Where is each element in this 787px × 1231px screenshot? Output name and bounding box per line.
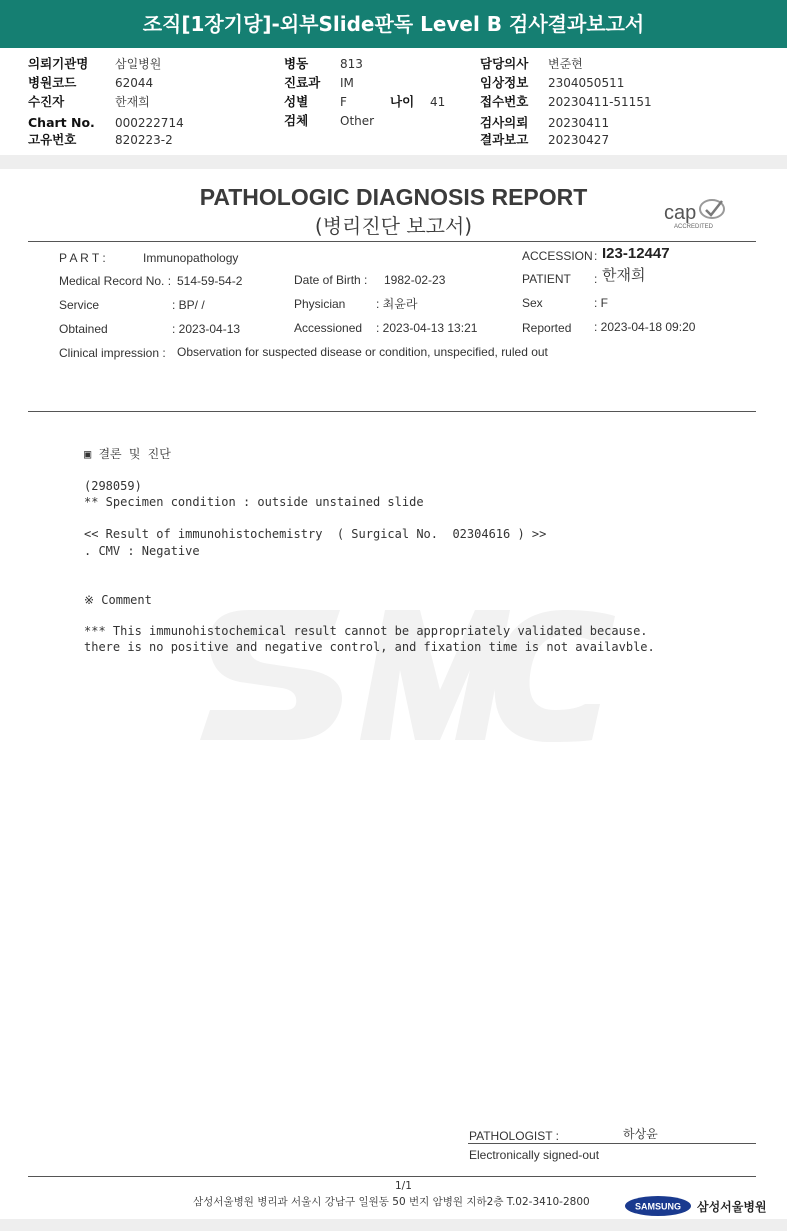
- chart-no-label: Chart No.: [28, 115, 95, 130]
- ihc-result-heading: << Result of immunohistochemistry ( Surgical No. 02304616 ) >>: [84, 527, 547, 541]
- hospital-name-value: 삼일병원: [115, 57, 162, 71]
- sex-value-report: : F: [594, 296, 608, 310]
- pathologist-name: 하상윤: [623, 1127, 658, 1141]
- report-subtitle: (병리진단 보고서): [314, 214, 473, 238]
- document-title-bar: [0, 0, 787, 48]
- clinical-impression-label: Clinical impression :: [59, 346, 166, 360]
- page-number: 1/1: [395, 1180, 412, 1192]
- footer-address: 삼성서울병원 병리과 서울시 강남구 일원동 50 번지 암병원 지하2층 T.02-3410-2800: [193, 1196, 590, 1208]
- department-label: 진료과: [284, 75, 321, 90]
- specimen-label: 검체: [284, 113, 309, 128]
- cap-accredited-text: ACCREDITED: [674, 224, 714, 230]
- receipt-no-label: 접수번호: [480, 94, 529, 109]
- age-value: 41: [430, 95, 446, 109]
- separator-band: [0, 155, 787, 169]
- clinical-info-label: 임상정보: [480, 75, 529, 90]
- unique-id-value: 820223-2: [115, 133, 173, 147]
- footer-rule: [28, 1176, 756, 1177]
- report-top-rule: [28, 241, 756, 242]
- pathologist-label: PATHOLOGIST :: [469, 1129, 560, 1143]
- samsung-logo: [624, 1195, 692, 1217]
- mrn-label: Medical Record No. :: [59, 274, 172, 288]
- report-title: PATHOLOGIC DIAGNOSIS REPORT: [199, 184, 588, 210]
- ward-value: 813: [340, 57, 363, 71]
- service-label: Service: [59, 298, 100, 312]
- patient-label-report: PATIENT: [522, 272, 571, 286]
- clinical-info-value: 2304050511: [548, 76, 625, 90]
- clinical-impression-value: Observation for suspected disease or condition, unspecified, ruled out: [177, 345, 548, 359]
- dob-label: Date of Birth :: [294, 273, 368, 287]
- electronic-signature: Electronically signed-out: [469, 1148, 600, 1162]
- case-number: (298059): [84, 479, 142, 493]
- part-value: Immunopathology: [143, 251, 239, 265]
- request-date-label: 검사의뢰: [480, 115, 529, 130]
- patient-name-report: 한재희: [602, 267, 646, 284]
- physician-label: Physician: [294, 297, 346, 311]
- ward-label: 병동: [284, 56, 309, 71]
- accession-label: ACCESSION: [522, 249, 593, 263]
- hospital-code-value: 62044: [115, 76, 154, 90]
- obtained-value: : 2023-04-13: [172, 322, 241, 336]
- bottom-band: [0, 1219, 787, 1231]
- mrn-value: 514-59-54-2: [177, 274, 243, 288]
- reported-label: Reported: [522, 321, 572, 335]
- chart-no-value: 000222714: [115, 116, 184, 130]
- receipt-no-value: 20230411-51151: [548, 95, 652, 109]
- doctor-label: 담당의사: [480, 56, 529, 71]
- hospital-name-label: 의뢰기관명: [28, 56, 89, 71]
- report-date-value: 20230427: [548, 133, 610, 147]
- unique-id-label: 고유번호: [28, 132, 77, 147]
- comment-line-1: *** This immunohistochemical result cannot be appropriately validated because.: [84, 624, 648, 638]
- specimen-value: Other: [340, 114, 375, 128]
- request-date-value: 20230411: [548, 116, 610, 130]
- hospital-code-label: 병원코드: [28, 75, 77, 90]
- cmv-result: . CMV : Negative: [84, 544, 200, 558]
- department-value: IM: [340, 76, 354, 90]
- sex-label-report: Sex: [522, 296, 543, 310]
- reported-value: : 2023-04-18 09:20: [594, 320, 696, 334]
- sex-value: F: [340, 95, 347, 109]
- specimen-condition: ** Specimen condition : outside unstained slide: [84, 495, 424, 509]
- part-label: P A R T :: [59, 251, 106, 265]
- cap-logo-text: cap: [664, 202, 697, 224]
- accessioned-label: Accessioned: [294, 321, 363, 335]
- report-date-label: 결과보고: [480, 132, 529, 147]
- service-value: : BP/ /: [172, 298, 205, 312]
- patient-label: 수진자: [28, 94, 65, 109]
- hospital-logo-name: 삼성서울병원: [697, 1200, 767, 1214]
- cap-accredited-logo: [662, 195, 732, 231]
- sex-label: 성별: [284, 94, 309, 109]
- patient-value: 한재희: [115, 95, 150, 109]
- doctor-value: 변준현: [548, 57, 583, 71]
- comment-line-2: there is no positive and negative control, and fixation time is not availavble.: [84, 640, 655, 654]
- signature-rule: [468, 1143, 756, 1144]
- physician-value: : 최윤라: [376, 297, 418, 311]
- age-label: 나이: [390, 94, 415, 109]
- accession-value: I23-12447: [602, 245, 670, 262]
- samsung-logo-text: SAMSUNG: [634, 1201, 682, 1212]
- accession-colon: :: [594, 249, 598, 263]
- accessioned-value: : 2023-04-13 13:21: [376, 321, 478, 335]
- dob-value: 1982-02-23: [384, 273, 446, 287]
- report-mid-rule: [28, 411, 756, 412]
- obtained-label: Obtained: [59, 322, 108, 336]
- document-title: 조직[1장기당]-외부Slide판독 Level B 검사결과보고서: [142, 12, 645, 36]
- patient-colon: :: [594, 272, 598, 286]
- conclusion-heading: ▣ 결론 및 진단: [84, 447, 171, 461]
- comment-heading: ※ Comment: [84, 593, 152, 607]
